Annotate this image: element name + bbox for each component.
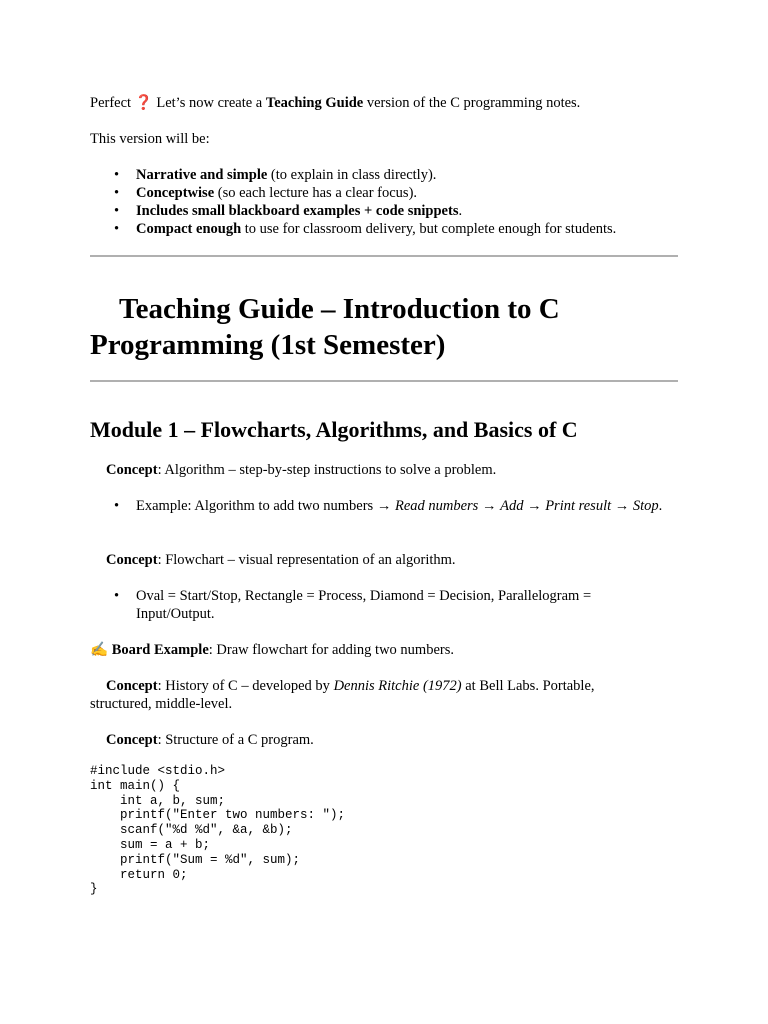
concept-italic: Dennis Ritchie (1972) <box>333 678 462 694</box>
list-item <box>90 166 678 184</box>
code-block: #include <stdio.h> int main() { int a, b, sum; printf("Enter two numbers: "); scanf("%d %d", &a, &b); sum = a + b; printf("Sum = %d", sum); return 0; } <box>90 764 346 897</box>
bullet-text: . <box>458 203 463 219</box>
shapes-line1: Oval = Start/Stop, Rectangle = Process, Diamond = Decision, Parallelogram = <box>136 588 592 604</box>
bullet-icon: • <box>114 203 120 219</box>
concept-structure <box>90 731 678 749</box>
bullet-icon: • <box>114 167 120 183</box>
shapes-line2: Input/Output. <box>136 606 215 622</box>
module-heading: Module 1 – Flowcharts, Algorithms, and Basics of C <box>90 417 578 442</box>
concept-label: Concept <box>106 462 158 478</box>
guide-title <box>90 291 678 363</box>
bullet-bold: Conceptwise <box>136 185 215 201</box>
concept-history <box>90 677 678 695</box>
list-item <box>90 202 678 220</box>
concept-label: Concept <box>106 732 158 748</box>
intro-line <box>90 94 580 112</box>
concept-flowchart <box>90 551 678 569</box>
bullet-icon: • <box>114 498 120 514</box>
intro-bullet-list <box>90 166 678 238</box>
version-line: This version will be: <box>90 131 210 147</box>
concept-history-cont: structured, middle-level. <box>90 696 233 712</box>
bullet-text: (so each lecture has a clear focus). <box>214 185 418 201</box>
bullet-text: (to explain in class directly). <box>267 167 437 183</box>
list-item <box>90 184 678 202</box>
intro-lead: Perfect ❓ Let’s now create a <box>90 95 266 111</box>
arrow: → <box>523 498 546 514</box>
intro-lead-tail: version of the C programming notes. <box>363 95 581 111</box>
bullet-bold: Includes small blackboard examples + code snippets <box>136 203 459 219</box>
bullet-bold: Compact enough <box>136 221 242 237</box>
example-step: Stop <box>632 498 659 514</box>
bullet-icon: • <box>114 588 120 604</box>
bullet-icon: • <box>114 185 120 201</box>
example-end: . <box>658 498 663 514</box>
writing-hand-icon: ✍ <box>90 642 109 658</box>
list-item <box>90 220 678 238</box>
example-step: Read numbers <box>394 498 479 514</box>
board-label: Board Example <box>111 642 209 658</box>
example-step: Print result <box>545 498 612 514</box>
board-example <box>90 641 454 659</box>
concept-text: at Bell Labs. Portable, <box>461 678 595 694</box>
list-item <box>90 587 678 623</box>
shapes-list <box>90 587 678 623</box>
board-text: : Draw flowchart for adding two numbers. <box>208 642 454 658</box>
guide-title-line1: Teaching Guide – Introduction to C <box>90 293 560 325</box>
example-list <box>90 497 678 515</box>
bullet-bold: Narrative and simple <box>136 167 268 183</box>
arrow: → <box>611 498 633 514</box>
concept-text: : History of C – developed by <box>157 678 334 694</box>
example-step: Add <box>500 498 524 514</box>
concept-label: Concept <box>106 552 158 568</box>
concept-text: : Structure of a C program. <box>157 732 314 748</box>
divider <box>90 255 678 257</box>
example-prefix: Example: Algorithm to add two numbers → <box>136 498 395 514</box>
arrow: → <box>478 498 501 514</box>
bullet-text: to use for classroom delivery, but complete enough for students. <box>241 221 617 237</box>
intro-lead-bold: Teaching Guide <box>265 95 364 111</box>
bullet-icon: • <box>114 221 120 237</box>
divider <box>90 380 678 382</box>
concept-text: : Flowchart – visual representation of an algorithm. <box>157 552 456 568</box>
list-item <box>90 497 678 515</box>
concept-label: Concept <box>106 678 158 694</box>
concept-text: : Algorithm – step-by-step instructions to solve a problem. <box>157 462 497 478</box>
concept-algorithm <box>90 461 678 479</box>
guide-title-line2: Programming (1st Semester) <box>90 329 446 361</box>
